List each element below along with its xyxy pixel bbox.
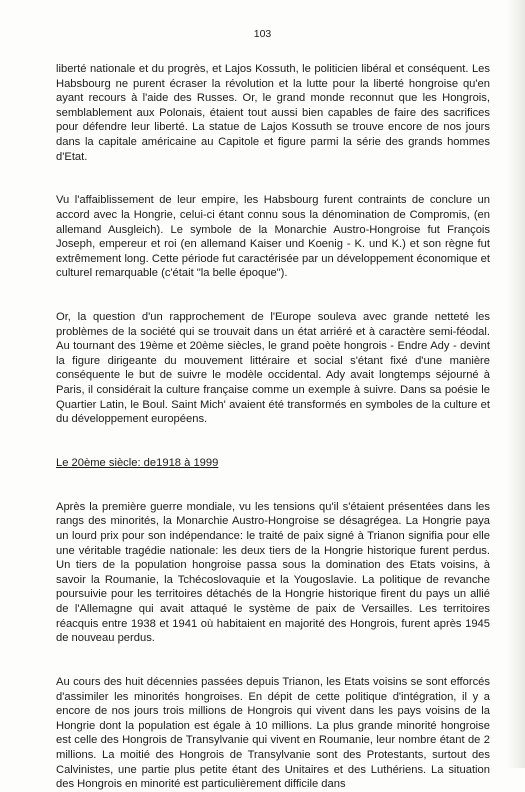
paragraph-spacer — [56, 646, 490, 661]
paragraph-ady: Or, la question d'un rapprochement de l'Europe souleva avec grande netteté les problèmes de la société qui se trouvait dans un état arriéré et à caractère semi-féodal. Au tournant des 19ème et 20ème siècles, le grand poète hongrois - Endre Ady - devint la figure dirigeante du mouvement littéraire et social s'étant fixé d'une manière conséquente le but de suivre le modèle occidental. Ady avait longtemps séjourné à Paris, il considérait la culture française comme un exemple à suivre. Dans sa poésie le Quartier Latin, le Boul. Saint Mich' avaient été transformés en symboles de la culture et du développement européens. — [56, 311, 490, 426]
paragraph-spacer — [56, 660, 490, 675]
page-number: 103 — [253, 28, 272, 40]
paragraph-trianon: Après la première guerre mondiale, vu les tensions qu'il s'étaient présentées dans les rangs des minorités, la Monarchie Austro-Hongroise se désagrégea. La Hongrie paya un lourd prix pour son indépendance: le traité de paix signé à Trianon signifia pour elle une véritable tragédie nationale: les deux tiers de la Hongrie historique furent perdus. Un tiers de la population hongroise passa sous la domination des Etats voisins, à savoir la Roumanie, la Tchécoslovaquie et la Yougoslavie. La politique de revanche poursuivie pour les territoires détachés de la Hongrie historique firent du pays un allié de l'Allemagne qui avait attaqué le système de paix de Versailles. Les territoires réacquis entre 1938 et 1941 où habitaient en majorité des Hongrois, furent après 1945 de nouveau perdus. — [56, 500, 490, 645]
paragraph-spacer — [56, 164, 490, 179]
paragraph-compromise: Vu l'affaiblissement de leur empire, les Habsbourg furent contraints de conclure un accord avec la Hongrie, celui-ci étant connu sous la dénomination de Compromis, (en allemand Ausgleich). Le symbole de la Monarchie Austro-Hongroise fut François Joseph, empereur et roi (en allemand Kaiser und Koenig - K. und K.) et son règne fut extrêmement long. Cette période fut caractérisée par un développement économique et culturel remarquable (c'était "la belle époque"). — [56, 194, 490, 280]
paragraph-spacer — [56, 471, 490, 486]
paragraph-spacer — [56, 485, 490, 500]
paragraph-spacer — [56, 296, 490, 311]
page-body — [56, 62, 490, 792]
paragraph-spacer — [56, 281, 490, 296]
paragraph-spacer — [56, 441, 490, 456]
paragraph-spacer — [56, 179, 490, 194]
paragraph-minorities: Au cours des huit décennies passées depuis Trianon, les Etats voisins se sont efforcés d'assimiler les minorités hongroises. En dépit de cette politique d'intégration, il y a encore de nos jours trois millions de Hongrois qui vivent dans les pays voisins de la Hongrie dont la population est égale à 10 millions. La plus grande minorité hongroise est celle des Hongrois de Transylvanie qui vivent en Roumanie, leur nombre étant de 2 millions. La moitié des Hongrois de Transylvanie sont des Protestants, surtout des Calvinistes, une partie plus petite étant des Unitaires et des Luthériens. La situation des Hongrois en minorité est particulièrement difficile dans — [56, 675, 490, 791]
section-heading: Le 20ème siècle: de1918 à 1999 — [56, 457, 219, 470]
paragraph-spacer — [56, 427, 490, 442]
paragraph-kossuth: liberté nationale et du progrès, et Lajos Kossuth, le politicien libéral et conséquent. Les Habsbourg ne purent écraser la révolution et la lutte pour la liberté hongroise qu'en ayant recours à l'aide des Russes. Or, le grand monde reconnut que les Hongrois, semblablement aux Polonais, étaient tout aussi bien capables de faire des sacrifices pour défendre leur liberté. La statue de Lajos Kossuth se trouve encore de nos jours dans la capitale américaine au Capitole et figure parmi la série des grands hommes d'Etat. — [56, 63, 490, 163]
page-edge-shadow — [507, 0, 525, 768]
